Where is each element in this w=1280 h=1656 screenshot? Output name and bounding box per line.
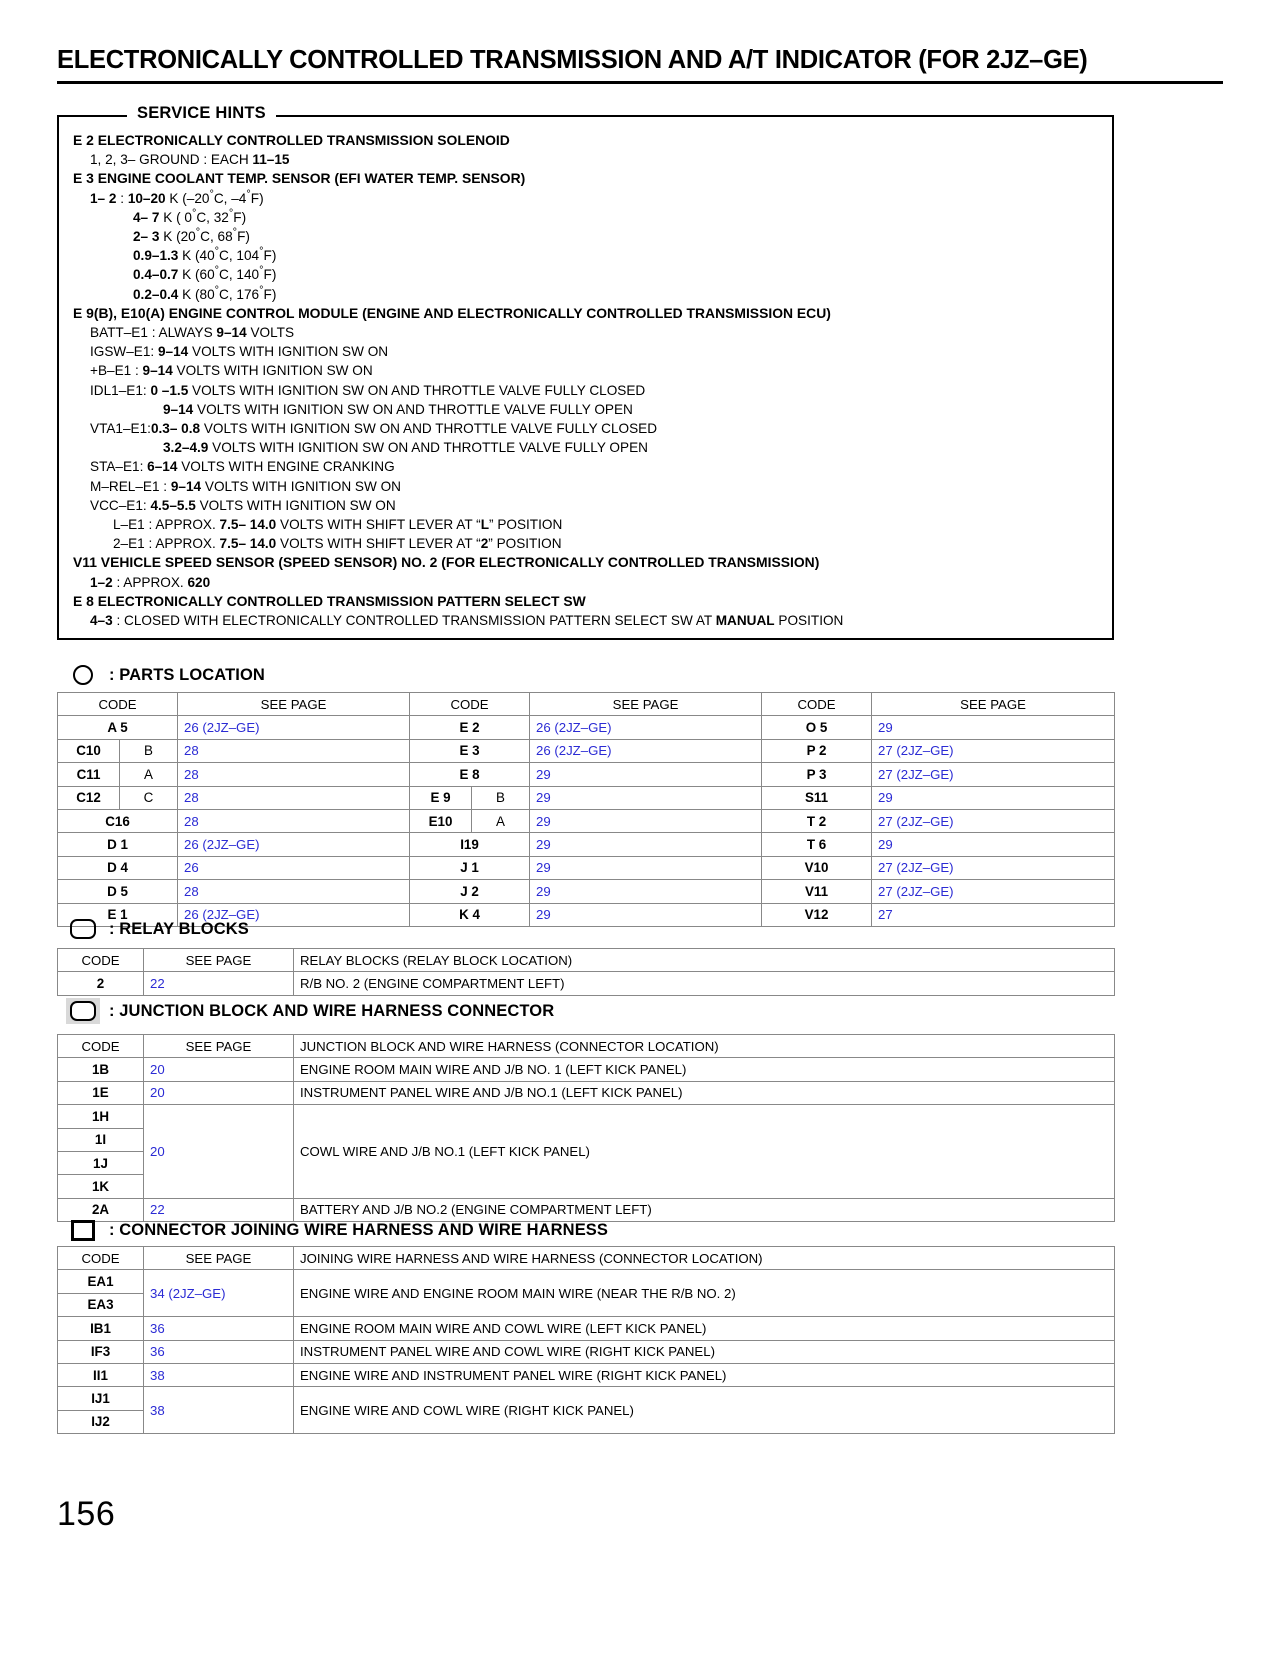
service-hint-line: BATT–E1 : ALWAYS 9–14 VOLTS <box>90 325 295 341</box>
row-description: INSTRUMENT PANEL WIRE AND J/B NO.1 (LEFT KICK PANEL) <box>294 1081 1115 1104</box>
service-hint-line: L–E1 : APPROX. 7.5– 14.0 VOLTS WITH SHIFT LEVER AT “L” POSITION <box>113 517 563 533</box>
parts-see-page: 27 (2JZ–GE) <box>872 880 1115 903</box>
service-hint-line: IGSW–E1: 9–14 VOLTS WITH IGNITION SW ON <box>90 344 389 360</box>
service-hint-line: VTA1–E1:0.3– 0.8 VOLTS WITH IGNITION SW ON AND THROTTLE VALVE FULLY CLOSED <box>90 421 658 437</box>
service-hint-line: 0.4–0.7 K (60°C, 140°F) <box>133 264 277 283</box>
service-hints-panel <box>57 104 1114 640</box>
service-hint-line: E 3 ENGINE COOLANT TEMP. SENSOR (EFI WATER TEMP. SENSOR) <box>73 170 526 187</box>
table-row <box>58 856 1115 879</box>
parts-see-page: 28 <box>178 739 410 762</box>
row-description: INSTRUMENT PANEL WIRE AND COWL WIRE (RIGHT KICK PANEL) <box>294 1340 1115 1363</box>
parts-code: C12 <box>58 786 120 809</box>
service-hint-line: +B–E1 : 9–14 VOLTS WITH IGNITION SW ON <box>90 363 373 379</box>
table-row <box>58 763 1115 786</box>
row-see-page: 36 <box>144 1317 294 1340</box>
service-hint-line: 9–14 VOLTS WITH IGNITION SW ON AND THROTTLE VALVE FULLY OPEN <box>163 401 633 417</box>
connector-joining-header <box>57 1217 608 1243</box>
row-description: ENGINE ROOM MAIN WIRE AND COWL WIRE (LEFT KICK PANEL) <box>294 1317 1115 1340</box>
row-code: IJ2 <box>58 1410 144 1433</box>
parts-see-page: 28 <box>178 763 410 786</box>
parts-see-page: 28 <box>178 880 410 903</box>
service-hint-line: 0.9–1.3 K (40°C, 104°F) <box>133 245 277 264</box>
parts-see-page: 26 (2JZ–GE) <box>178 903 410 926</box>
page-title: ELECTRONICALLY CONTROLLED TRANSMISSION AND A/T INDICATOR (FOR 2JZ–GE) <box>57 46 1088 74</box>
row-description: ENGINE WIRE AND COWL WIRE (RIGHT KICK PANEL) <box>294 1387 1115 1434</box>
parts-code: C16 <box>58 809 178 832</box>
table-row <box>58 1058 1115 1081</box>
parts-see-page: 27 (2JZ–GE) <box>872 739 1115 762</box>
column-header: JUNCTION BLOCK AND WIRE HARNESS (CONNECTOR LOCATION) <box>294 1035 1115 1058</box>
parts-see-page: 26 (2JZ–GE) <box>178 716 410 739</box>
square-icon <box>57 1220 109 1241</box>
parts-code: E 3 <box>410 739 530 762</box>
table-row <box>58 880 1115 903</box>
connector-joining-table <box>57 1246 1115 1434</box>
relay-blocks-header <box>57 916 249 942</box>
parts-see-page: 29 <box>530 856 762 879</box>
parts-code: V11 <box>762 880 872 903</box>
parts-code: A 5 <box>58 716 178 739</box>
table-row <box>58 1105 1115 1128</box>
parts-see-page: 27 (2JZ–GE) <box>872 763 1115 786</box>
parts-see-page: 28 <box>178 809 410 832</box>
table-row <box>58 1363 1115 1386</box>
column-header: CODE <box>58 949 144 972</box>
parts-code: P 2 <box>762 739 872 762</box>
row-code: 1H <box>58 1105 144 1128</box>
parts-see-page: 29 <box>872 833 1115 856</box>
parts-see-page: 27 (2JZ–GE) <box>872 856 1115 879</box>
service-hint-line: 3.2–4.9 VOLTS WITH IGNITION SW ON AND THROTTLE VALVE FULLY OPEN <box>163 440 648 456</box>
parts-code: E 2 <box>410 716 530 739</box>
table-header-row <box>58 1247 1115 1270</box>
column-header: CODE <box>58 1035 144 1058</box>
parts-see-page: 26 (2JZ–GE) <box>178 833 410 856</box>
parts-see-page: 26 <box>178 856 410 879</box>
parts-code: T 2 <box>762 809 872 832</box>
row-code: IB1 <box>58 1317 144 1340</box>
service-hint-line: 1, 2, 3– GROUND : EACH 11–15 <box>90 152 290 168</box>
page-number: 156 <box>57 1495 116 1533</box>
row-code: 1K <box>58 1175 144 1198</box>
parts-see-page: 29 <box>530 809 762 832</box>
service-hint-line: 0.2–0.4 K (80°C, 176°F) <box>133 284 277 302</box>
parts-code: D 5 <box>58 880 178 903</box>
parts-code: J 2 <box>410 880 530 903</box>
service-hint-line: 2–E1 : APPROX. 7.5– 14.0 VOLTS WITH SHIFT LEVER AT “2” POSITION <box>113 536 562 552</box>
parts-code: T 6 <box>762 833 872 856</box>
parts-code: E 8 <box>410 763 530 786</box>
service-hint-line: VCC–E1: 4.5–5.5 VOLTS WITH IGNITION SW ON <box>90 497 396 513</box>
parts-subcode: C <box>120 786 178 809</box>
table-row <box>58 1340 1115 1363</box>
shaded-rounded-rect-icon <box>57 998 109 1024</box>
parts-see-page: 29 <box>530 880 762 903</box>
service-hints-body <box>59 127 1112 630</box>
table-header-row <box>58 693 1115 716</box>
junction-block-header <box>57 998 554 1024</box>
parts-code: K 4 <box>410 903 530 926</box>
service-hint-line: E 9(B), E10(A) ENGINE CONTROL MODULE (ENGINE AND ELECTRONICALLY CONTROLLED TRANSMISSION ECU) <box>73 304 831 321</box>
parts-see-page: 29 <box>530 786 762 809</box>
row-see-page: 20 <box>144 1058 294 1081</box>
service-hint-line: IDL1–E1: 0 –1.5 VOLTS WITH IGNITION SW ON AND THROTTLE VALVE FULLY CLOSED <box>90 382 646 398</box>
row-code: EA1 <box>58 1270 144 1293</box>
row-see-page: 20 <box>144 1081 294 1104</box>
table-row <box>58 809 1115 832</box>
row-description: BATTERY AND J/B NO.2 (ENGINE COMPARTMENT LEFT) <box>294 1198 1115 1221</box>
relay-blocks-heading: : RELAY BLOCKS <box>109 919 249 938</box>
junction-block-heading: : JUNCTION BLOCK AND WIRE HARNESS CONNECTOR <box>109 1001 555 1020</box>
connector-joining-heading: : CONNECTOR JOINING WIRE HARNESS AND WIRE HARNESS <box>109 1220 609 1239</box>
parts-location-header <box>57 662 265 688</box>
column-header: JOINING WIRE HARNESS AND WIRE HARNESS (CONNECTOR LOCATION) <box>294 1247 1115 1270</box>
column-header: SEE PAGE <box>144 1247 294 1270</box>
column-header: SEE PAGE <box>872 693 1115 716</box>
parts-code: E10 <box>410 809 472 832</box>
row-description: ENGINE ROOM MAIN WIRE AND J/B NO. 1 (LEFT KICK PANEL) <box>294 1058 1115 1081</box>
row-code: 1B <box>58 1058 144 1081</box>
row-code: EA3 <box>58 1293 144 1316</box>
column-header: RELAY BLOCKS (RELAY BLOCK LOCATION) <box>294 949 1115 972</box>
parts-see-page: 29 <box>530 763 762 786</box>
parts-code: V12 <box>762 903 872 926</box>
column-header: SEE PAGE <box>144 1035 294 1058</box>
column-header: CODE <box>762 693 872 716</box>
row-see-page: 38 <box>144 1387 294 1434</box>
service-hint-line: M–REL–E1 : 9–14 VOLTS WITH IGNITION SW ON <box>90 478 401 494</box>
table-row <box>58 1270 1115 1293</box>
row-see-page: 22 <box>144 1198 294 1221</box>
circle-icon <box>57 665 109 685</box>
column-header: CODE <box>58 693 178 716</box>
row-see-page: 34 (2JZ–GE) <box>144 1270 294 1317</box>
table-row <box>58 716 1115 739</box>
row-see-page: 22 <box>144 972 294 995</box>
parts-code: O 5 <box>762 716 872 739</box>
parts-see-page: 28 <box>178 786 410 809</box>
parts-code: C11 <box>58 763 120 786</box>
row-see-page: 36 <box>144 1340 294 1363</box>
parts-see-page: 29 <box>530 833 762 856</box>
parts-subcode: B <box>472 786 530 809</box>
column-header: CODE <box>410 693 530 716</box>
row-code: IF3 <box>58 1340 144 1363</box>
parts-subcode: B <box>120 739 178 762</box>
table-row <box>58 972 1115 995</box>
page-title-block <box>57 46 1223 84</box>
parts-see-page: 29 <box>872 786 1115 809</box>
row-code: IJ1 <box>58 1387 144 1410</box>
parts-location-table <box>57 692 1115 927</box>
parts-code: E 1 <box>58 903 178 926</box>
row-code: 2 <box>58 972 144 995</box>
parts-code: D 1 <box>58 833 178 856</box>
column-header: SEE PAGE <box>178 693 410 716</box>
service-hint-line: 4–3 : CLOSED WITH ELECTRONICALLY CONTROLLED TRANSMISSION PATTERN SELECT SW AT MANUAL POSITION <box>90 613 844 629</box>
parts-location-heading: : PARTS LOCATION <box>109 665 265 684</box>
column-header: CODE <box>58 1247 144 1270</box>
service-hint-line: 1– 2 : 10–20 K (–20°C, –4°F) <box>90 188 264 206</box>
parts-code: E 9 <box>410 786 472 809</box>
parts-code: J 1 <box>410 856 530 879</box>
service-hint-line: E 2 ELECTRONICALLY CONTROLLED TRANSMISSION SOLENOID <box>73 132 510 148</box>
parts-code: I19 <box>410 833 530 856</box>
row-description: ENGINE WIRE AND ENGINE ROOM MAIN WIRE (NEAR THE R/B NO. 2) <box>294 1270 1115 1317</box>
table-row <box>58 833 1115 856</box>
row-code: 1I <box>58 1128 144 1151</box>
parts-see-page: 26 (2JZ–GE) <box>530 716 762 739</box>
parts-see-page: 27 (2JZ–GE) <box>872 809 1115 832</box>
title-divider <box>57 81 1223 84</box>
service-hint-line: 4– 7 K ( 0°C, 32°F) <box>133 207 247 225</box>
row-description: ENGINE WIRE AND INSTRUMENT PANEL WIRE (RIGHT KICK PANEL) <box>294 1363 1115 1386</box>
table-row <box>58 739 1115 762</box>
row-code: 1J <box>58 1151 144 1174</box>
table-row <box>58 1387 1115 1410</box>
row-code: 1E <box>58 1081 144 1104</box>
relay-blocks-table <box>57 948 1115 996</box>
row-see-page: 20 <box>144 1105 294 1199</box>
parts-code: P 3 <box>762 763 872 786</box>
row-code: 2A <box>58 1198 144 1221</box>
junction-block-table <box>57 1034 1115 1222</box>
parts-see-page: 29 <box>530 903 762 926</box>
service-hint-line: STA–E1: 6–14 VOLTS WITH ENGINE CRANKING <box>90 459 395 475</box>
table-header-row <box>58 1035 1115 1058</box>
service-hint-line: 1–2 : APPROX. 620 <box>90 574 211 590</box>
table-row <box>58 786 1115 809</box>
parts-see-page: 27 <box>872 903 1115 926</box>
row-see-page: 38 <box>144 1363 294 1386</box>
parts-subcode: A <box>120 763 178 786</box>
parts-code: C10 <box>58 739 120 762</box>
service-hints-legend: SERVICE HINTS <box>127 104 276 123</box>
service-hint-line: E 8 ELECTRONICALLY CONTROLLED TRANSMISSION PATTERN SELECT SW <box>73 592 586 609</box>
row-code: II1 <box>58 1363 144 1386</box>
column-header: SEE PAGE <box>530 693 762 716</box>
parts-code: V10 <box>762 856 872 879</box>
parts-subcode: A <box>472 809 530 832</box>
parts-code: S11 <box>762 786 872 809</box>
row-description: R/B NO. 2 (ENGINE COMPARTMENT LEFT) <box>294 972 1115 995</box>
table-row <box>58 1317 1115 1340</box>
rounded-rect-icon <box>57 919 109 939</box>
parts-code: D 4 <box>58 856 178 879</box>
table-row <box>58 1081 1115 1104</box>
service-hint-line: 2– 3 K (20°C, 68°F) <box>133 226 250 245</box>
table-header-row <box>58 949 1115 972</box>
parts-see-page: 26 (2JZ–GE) <box>530 739 762 762</box>
parts-see-page: 29 <box>872 716 1115 739</box>
column-header: SEE PAGE <box>144 949 294 972</box>
service-hint-line: V11 VEHICLE SPEED SENSOR (SPEED SENSOR) NO. 2 (FOR ELECTRONICALLY CONTROLLED TRANSMISSION) <box>73 554 820 571</box>
row-description: COWL WIRE AND J/B NO.1 (LEFT KICK PANEL) <box>294 1105 1115 1199</box>
